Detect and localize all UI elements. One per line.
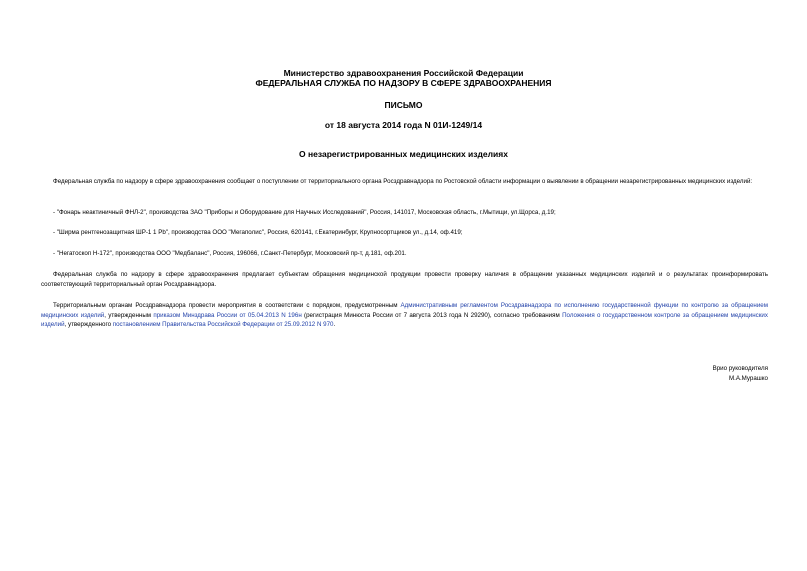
document-date-number: от 18 августа 2014 года N 01И-1249/14 [324, 120, 483, 130]
document-subject: О незарегистрированных медицинских изделиях [299, 149, 508, 159]
service-name: ФЕДЕРАЛЬНАЯ СЛУЖБА ПО НАДЗОРУ В СФЕРЕ ЗДРАВООХРАНЕНИЯ [255, 78, 552, 88]
link-state-control-regulation[interactable]: Положения о государственном контроле за обращением медицинских изделий [41, 311, 768, 329]
ministry-name: Министерство здравоохранения Российской Федерации [283, 68, 524, 78]
link-order-196n[interactable]: приказом Минздрава России от 05.04.2013 N 196н [153, 311, 302, 319]
paragraph-text: . [333, 321, 336, 329]
document-type: ПИСЬМО [384, 100, 423, 110]
signature-name: М.А.Мурашко [728, 375, 768, 382]
paragraph-proposal: Федеральная служба по надзору в сфере здравоохранения предлагает субъектам обращения медицинской продукции провести проверку наличия в обращении указанных медицинских изделий и о результатах проинформировать соответствующий территориальный орган Росздравнадзора. [41, 271, 768, 288]
link-admin-regulation[interactable]: Административным регламентом Росздравнадзора по исполнению государственной функции по контролю за обращением медицинских изделий [41, 302, 768, 319]
list-item: - "Фонарь неактиничный ФНЛ-2", производства ЗАО "Приборы и Оборудование для Научных Исследований", Россия, 141017, Московская область, г.Мытищи, ул.Щорса, д.19; [53, 209, 556, 216]
signature-title: Врио руководителя [712, 365, 768, 372]
paragraph-instructions [41, 301, 768, 330]
paragraph-text: Территориальным органам Росздравнадзора провести мероприятия в соответствии с порядком, предусмотренным [53, 302, 401, 309]
paragraph-intro: Федеральная служба по надзору в сфере здравоохранения сообщает о поступлении от территориального органа Росздравнадзора по Ростовской области информации о выявлении в обращении незарегистрированных медицинских изделий: [53, 178, 753, 185]
paragraph-text: (регистрация Минюста России от 7 августа 2013 года N 29290), согласно требованиям [301, 311, 563, 319]
list-item: - "Негатоскоп Н-172", производства ООО "Медбаланс", Россия, 196066, г.Санкт-Петербург, Московский пр-т, д.181, оф.201. [53, 250, 407, 257]
paragraph-text: , утвержденного [64, 321, 113, 329]
paragraph-text: , утвержденным [104, 311, 154, 319]
list-item: - "Ширма рентгенозащитная ШР-1 1 Pb", производства ООО "Мегаполис", Россия, 620141, г.Екатеринбург, Крупносортщиков ул., д.14, оф.419; [53, 229, 463, 236]
link-government-resolution-970[interactable]: постановлением Правительства Российской Федерации от 25.09.2012 N 970 [112, 321, 334, 329]
